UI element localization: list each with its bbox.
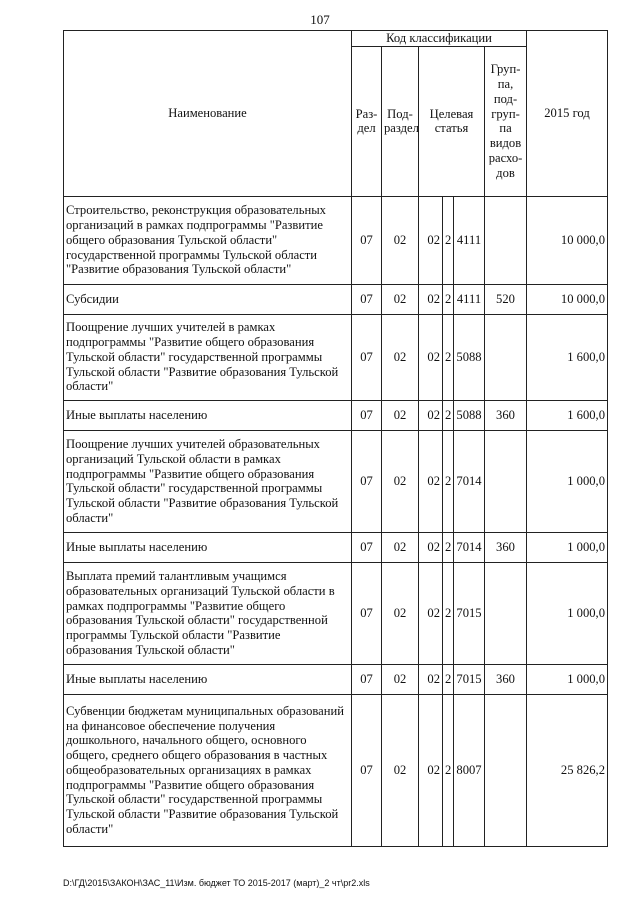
table-row: [64, 532, 608, 562]
row-podrazdel: 02: [382, 196, 419, 284]
row-target-part-1: 02: [419, 284, 443, 314]
row-podrazdel: 02: [382, 532, 419, 562]
row-group: 360: [485, 532, 527, 562]
row-target-part-2: 2: [443, 314, 454, 400]
row-amount: 10 000,0: [527, 196, 608, 284]
row-razdel: 07: [352, 532, 382, 562]
row-amount: 1 000,0: [527, 664, 608, 694]
row-group: [485, 314, 527, 400]
row-razdel: 07: [352, 400, 382, 430]
header-section: Раз- дел: [352, 46, 382, 196]
row-target-part-3: 4111: [454, 284, 485, 314]
table-row: [64, 314, 608, 400]
row-podrazdel: 02: [382, 430, 419, 532]
row-group: 360: [485, 664, 527, 694]
row-group: [485, 562, 527, 664]
row-razdel: 07: [352, 664, 382, 694]
row-target-part-2: 2: [443, 664, 454, 694]
row-razdel: 07: [352, 314, 382, 400]
row-name: Иные выплаты населению: [64, 664, 352, 694]
row-target-part-3: 7015: [454, 664, 485, 694]
row-podrazdel: 02: [382, 562, 419, 664]
table-row: [64, 694, 608, 846]
row-amount: 1 600,0: [527, 400, 608, 430]
header-target-article: Целевая статья: [419, 46, 485, 196]
row-podrazdel: 02: [382, 284, 419, 314]
table-row: [64, 400, 608, 430]
row-razdel: 07: [352, 430, 382, 532]
header-year: 2015 год: [527, 31, 608, 197]
row-group: [485, 694, 527, 846]
row-amount: 1 600,0: [527, 314, 608, 400]
row-group: 360: [485, 400, 527, 430]
row-amount: 1 000,0: [527, 562, 608, 664]
table-row: [64, 430, 608, 532]
table-row: [64, 284, 608, 314]
row-target-part-2: 2: [443, 284, 454, 314]
row-name: Поощрение лучших учителей в рамках подпрограммы "Развитие общего образования Тульской области" государственной программы Тульской области "Развитие образования Тульской области": [64, 314, 352, 400]
row-name: Строительство, реконструкция образовательных организаций в рамках подпрограммы "Развитие общего образования Тульской области" государственной программы Тульской области "Развитие образования Тульской области": [64, 196, 352, 284]
row-target-part-3: 5088: [454, 314, 485, 400]
header-subsection: Под- раздел: [382, 46, 419, 196]
row-amount: 1 000,0: [527, 430, 608, 532]
file-path-footer: D:\ГД\2015\ЗАКОН\ЗАС_11\Изм. бюджет ТО 2015-2017 (март)_2 чт\pr2.xls: [63, 878, 370, 888]
table-body: [64, 196, 608, 846]
row-target-part-1: 02: [419, 664, 443, 694]
row-target-part-3: 5088: [454, 400, 485, 430]
row-name: Поощрение лучших учителей образовательных организаций Тульской области в рамках подпрограммы "Развитие общего образования Тульской области" государственной программы Тульской области "Развитие образования Тульской области": [64, 430, 352, 532]
table-row: [64, 664, 608, 694]
row-group: 520: [485, 284, 527, 314]
row-target-part-3: 7014: [454, 430, 485, 532]
row-razdel: 07: [352, 284, 382, 314]
row-target-part-1: 02: [419, 196, 443, 284]
row-name: Иные выплаты населению: [64, 400, 352, 430]
row-target-part-2: 2: [443, 532, 454, 562]
budget-table: [63, 30, 608, 847]
row-target-part-1: 02: [419, 532, 443, 562]
row-podrazdel: 02: [382, 314, 419, 400]
row-razdel: 07: [352, 196, 382, 284]
row-amount: 10 000,0: [527, 284, 608, 314]
row-target-part-1: 02: [419, 314, 443, 400]
row-group: [485, 196, 527, 284]
row-target-part-3: 4111: [454, 196, 485, 284]
row-podrazdel: 02: [382, 694, 419, 846]
row-target-part-2: 2: [443, 196, 454, 284]
row-target-part-1: 02: [419, 430, 443, 532]
row-name: Выплата премий талантливым учащимся образовательных организаций Тульской области в рамках подпрограммы "Развитие общего образования Тульской области" государственной программы Тульской области "Развитие образования Тульской области": [64, 562, 352, 664]
row-target-part-3: 7015: [454, 562, 485, 664]
row-target-part-3: 7014: [454, 532, 485, 562]
row-group: [485, 430, 527, 532]
row-target-part-1: 02: [419, 400, 443, 430]
header-group: Груп- па, под- груп- па видов расхо- дов: [485, 46, 527, 196]
row-podrazdel: 02: [382, 664, 419, 694]
table-row: [64, 562, 608, 664]
header-classification: Код классификации: [352, 31, 527, 47]
row-target-part-2: 2: [443, 562, 454, 664]
row-amount: 25 826,2: [527, 694, 608, 846]
table-row: [64, 196, 608, 284]
row-razdel: 07: [352, 562, 382, 664]
row-name: Субсидии: [64, 284, 352, 314]
row-podrazdel: 02: [382, 400, 419, 430]
row-target-part-2: 2: [443, 694, 454, 846]
row-target-part-2: 2: [443, 400, 454, 430]
header-name: Наименование: [64, 31, 352, 197]
row-target-part-1: 02: [419, 694, 443, 846]
row-target-part-1: 02: [419, 562, 443, 664]
row-target-part-3: 8007: [454, 694, 485, 846]
row-amount: 1 000,0: [527, 532, 608, 562]
row-razdel: 07: [352, 694, 382, 846]
page-number: 107: [310, 12, 330, 27]
row-name: Субвенции бюджетам муниципальных образований на финансовое обеспечение получения дошкольного, начального общего, основного общего, среднего общего образования в частных общеобразовательных организациях в рамках подпрограммы "Развитие общего образования Тульской области" государственной программы Тульской области "Развитие образования Тульской области": [64, 694, 352, 846]
row-target-part-2: 2: [443, 430, 454, 532]
row-name: Иные выплаты населению: [64, 532, 352, 562]
